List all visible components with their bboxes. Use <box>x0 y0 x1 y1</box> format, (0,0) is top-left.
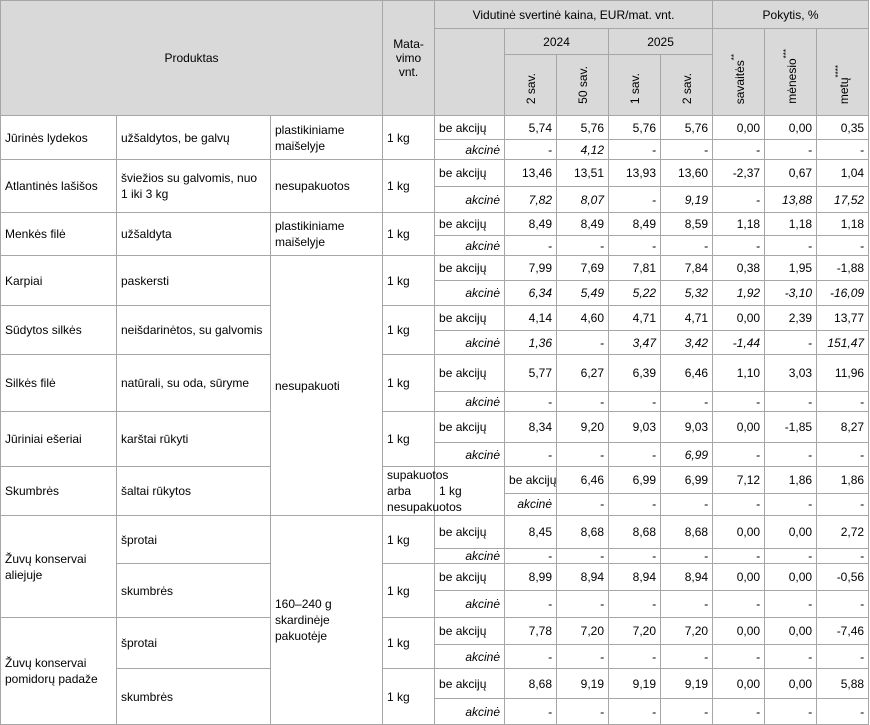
change-value: 8,27 <box>817 412 869 443</box>
change-value: 1,86 <box>817 467 869 494</box>
price-value: 7,82 <box>505 187 557 213</box>
price-value: 5,22 <box>609 281 661 306</box>
change-value: - <box>713 236 765 256</box>
price-value: - <box>557 699 609 725</box>
unit-cell: 1 kg <box>435 467 505 516</box>
price-value: - <box>661 236 713 256</box>
price-type-be-akciju: be akcijų <box>435 306 505 331</box>
change-value: - <box>713 645 765 669</box>
header-year-2024: 2024 <box>505 29 609 55</box>
price-type-be-akciju: be akcijų <box>435 564 505 591</box>
price-value: 7,20 <box>661 618 713 645</box>
price-value: - <box>661 392 713 412</box>
price-value: - <box>505 443 557 467</box>
unit-cell: 1 kg <box>383 618 435 669</box>
price-value: 13,60 <box>661 160 713 187</box>
table-row <box>1 355 869 392</box>
price-type-akcine: akcinė <box>435 331 505 355</box>
price-value: - <box>557 493 609 515</box>
price-value: - <box>557 645 609 669</box>
price-value: 6,39 <box>609 355 661 392</box>
price-value: 9,03 <box>661 412 713 443</box>
price-value: 5,76 <box>609 116 661 140</box>
price-value: - <box>505 591 557 618</box>
price-value: 1,36 <box>505 331 557 355</box>
price-type-akcine: akcinė <box>435 645 505 669</box>
change-value: 0,00 <box>765 669 817 699</box>
product-packaging: 160–240 g skardinėje pakuotėje <box>271 516 383 725</box>
change-value: - <box>817 549 869 564</box>
price-value: 8,49 <box>505 213 557 236</box>
change-value: 0,00 <box>713 116 765 140</box>
price-value: 8,99 <box>505 564 557 591</box>
price-value: 5,77 <box>505 355 557 392</box>
change-value: 0,00 <box>765 116 817 140</box>
change-value: 0,00 <box>713 618 765 645</box>
product-description: paskersti <box>117 256 271 306</box>
price-value: 6,99 <box>661 443 713 467</box>
product-name: Skumbrės <box>1 467 117 516</box>
change-value: 0,00 <box>713 306 765 331</box>
table-header <box>1 1 869 116</box>
product-name: Menkės filė <box>1 213 117 256</box>
unit-cell: 1 kg <box>383 355 435 412</box>
table-row <box>1 256 869 281</box>
change-value: 3,03 <box>765 355 817 392</box>
header-change-week: savaitės** <box>713 29 765 116</box>
price-value: 6,34 <box>505 281 557 306</box>
table-row <box>1 669 869 699</box>
price-value: 8,49 <box>609 213 661 236</box>
price-value: 9,03 <box>609 412 661 443</box>
change-value: -1,88 <box>817 256 869 281</box>
change-value: 0,00 <box>713 516 765 549</box>
change-value: 5,88 <box>817 669 869 699</box>
change-value: -3,10 <box>765 281 817 306</box>
price-value: 7,12 <box>713 467 765 494</box>
change-value: - <box>817 443 869 467</box>
product-description: šaltai rūkytos <box>117 467 271 516</box>
change-value: 11,96 <box>817 355 869 392</box>
price-value: 8,94 <box>609 564 661 591</box>
price-type-akcine: akcinė <box>435 140 505 160</box>
header-week-2025-2: 2 sav. <box>661 55 713 116</box>
price-value: 7,20 <box>609 618 661 645</box>
change-value: - <box>713 699 765 725</box>
price-value: 4,71 <box>661 306 713 331</box>
price-value: - <box>661 140 713 160</box>
change-value: - <box>765 493 817 515</box>
product-packaging: plastikiniame maišelyje <box>271 213 383 256</box>
change-value: 13,77 <box>817 306 869 331</box>
price-value: - <box>661 699 713 725</box>
product-packaging: plastikiniame maišelyje <box>271 116 383 160</box>
product-description: šprotai <box>117 618 271 669</box>
price-type-akcine: akcinė <box>435 281 505 306</box>
change-value: 1,92 <box>713 281 765 306</box>
product-name: Karpiai <box>1 256 117 306</box>
change-value: - <box>765 331 817 355</box>
product-description: užšaldytos, be galvų <box>117 116 271 160</box>
change-value: -16,09 <box>817 281 869 306</box>
change-value: 1,18 <box>765 213 817 236</box>
change-value: - <box>817 591 869 618</box>
change-value: 0,00 <box>713 412 765 443</box>
price-value: 8,59 <box>661 213 713 236</box>
change-value: 0,35 <box>817 116 869 140</box>
header-change-year: metų**** <box>817 29 869 116</box>
price-value: 13,51 <box>557 160 609 187</box>
change-value: -2,37 <box>713 160 765 187</box>
price-value: - <box>609 443 661 467</box>
change-value: 0,00 <box>765 618 817 645</box>
change-value: 2,72 <box>817 516 869 549</box>
price-value: - <box>661 493 713 515</box>
header-produktas: Produktas <box>1 1 383 116</box>
change-value: - <box>817 645 869 669</box>
change-value: 1,04 <box>817 160 869 187</box>
price-value: 5,76 <box>661 116 713 140</box>
product-description: natūrali, su oda, sūryme <box>117 355 271 412</box>
change-value: 0,00 <box>765 516 817 549</box>
change-value: - <box>817 493 869 515</box>
unit-cell: 1 kg <box>383 564 435 618</box>
price-type-akcine: akcinė <box>505 493 557 515</box>
price-value: - <box>609 591 661 618</box>
table-row <box>1 116 869 140</box>
price-value: - <box>609 699 661 725</box>
price-value: 3,42 <box>661 331 713 355</box>
change-value: - <box>713 392 765 412</box>
price-value: - <box>661 549 713 564</box>
price-value: 8,68 <box>609 516 661 549</box>
product-name: Jūriniai ešeriai <box>1 412 117 467</box>
unit-cell: 1 kg <box>383 213 435 256</box>
change-value: - <box>713 140 765 160</box>
header-price-group: Vidutinė svertinė kaina, EUR/mat. vnt. <box>435 1 713 29</box>
table-row <box>1 564 869 591</box>
price-value: 13,93 <box>609 160 661 187</box>
unit-cell: 1 kg <box>383 256 435 306</box>
change-value: -0,56 <box>817 564 869 591</box>
price-value: 6,46 <box>557 467 609 494</box>
change-value: - <box>765 443 817 467</box>
table-row <box>1 306 869 331</box>
change-value: - <box>765 549 817 564</box>
price-value: - <box>557 236 609 256</box>
price-value: - <box>557 392 609 412</box>
price-type-akcine: akcinė <box>435 236 505 256</box>
price-value: 7,69 <box>557 256 609 281</box>
change-value: - <box>713 443 765 467</box>
change-value: - <box>765 236 817 256</box>
price-value: 4,60 <box>557 306 609 331</box>
product-description: šviežios su galvomis, nuo 1 iki 3 kg <box>117 160 271 213</box>
change-value: 1,86 <box>765 467 817 494</box>
price-value: - <box>505 236 557 256</box>
price-value: - <box>505 392 557 412</box>
price-type-be-akciju: be akcijų <box>505 467 557 494</box>
change-value: - <box>713 549 765 564</box>
change-value: 0,67 <box>765 160 817 187</box>
change-value: - <box>817 236 869 256</box>
price-value: 7,20 <box>557 618 609 645</box>
change-value: - <box>765 699 817 725</box>
price-value: 8,49 <box>557 213 609 236</box>
price-type-akcine: akcinė <box>435 187 505 213</box>
price-value: 8,68 <box>557 516 609 549</box>
price-value: 6,99 <box>609 467 661 494</box>
price-value: - <box>609 236 661 256</box>
price-type-be-akciju: be akcijų <box>435 116 505 140</box>
price-value: 9,19 <box>661 669 713 699</box>
price-value: 3,47 <box>609 331 661 355</box>
product-description: neišdarinėtos, su galvomis <box>117 306 271 355</box>
price-value: 5,49 <box>557 281 609 306</box>
table-row <box>1 213 869 236</box>
change-value: - <box>765 645 817 669</box>
price-value: - <box>557 443 609 467</box>
price-value: 4,12 <box>557 140 609 160</box>
product-description: karštai rūkyti <box>117 412 271 467</box>
change-value: - <box>713 187 765 213</box>
product-name: Atlantinės lašišos <box>1 160 117 213</box>
header-change-group: Pokytis, % <box>713 1 869 29</box>
change-value: - <box>713 591 765 618</box>
price-type-be-akciju: be akcijų <box>435 355 505 392</box>
change-value: - <box>817 392 869 412</box>
change-value: 1,10 <box>713 355 765 392</box>
price-value: 8,68 <box>661 516 713 549</box>
product-name: Žuvų konservai pomidorų padaže <box>1 618 117 725</box>
price-value: - <box>557 331 609 355</box>
product-name: Jūrinės lydekos <box>1 116 117 160</box>
change-value: -1,44 <box>713 331 765 355</box>
price-type-be-akciju: be akcijų <box>435 669 505 699</box>
change-value: - <box>765 392 817 412</box>
product-packaging: supakuotos arba nesupakuotos <box>383 467 435 516</box>
change-value: 151,47 <box>817 331 869 355</box>
unit-cell: 1 kg <box>383 669 435 725</box>
product-name: Sūdytos silkės <box>1 306 117 355</box>
change-value: 0,00 <box>713 669 765 699</box>
price-type-akcine: akcinė <box>435 699 505 725</box>
change-value: 17,52 <box>817 187 869 213</box>
product-packaging: nesupakuotos <box>271 160 383 213</box>
price-type-akcine: akcinė <box>435 443 505 467</box>
header-change-month: mėnesio*** <box>765 29 817 116</box>
table-row <box>1 160 869 187</box>
price-value: 9,19 <box>661 187 713 213</box>
price-value: 9,19 <box>557 669 609 699</box>
price-value: - <box>557 549 609 564</box>
unit-cell: 1 kg <box>383 412 435 467</box>
price-value: 7,99 <box>505 256 557 281</box>
price-value: 8,34 <box>505 412 557 443</box>
change-value: - <box>817 140 869 160</box>
price-value: 5,76 <box>557 116 609 140</box>
header-week-2024-2: 2 sav. <box>505 55 557 116</box>
price-type-akcine: akcinė <box>435 591 505 618</box>
table-row <box>1 412 869 443</box>
price-value: 7,78 <box>505 618 557 645</box>
change-value: - <box>765 140 817 160</box>
table-row <box>1 618 869 645</box>
price-type-be-akciju: be akcijų <box>435 256 505 281</box>
price-value: 5,32 <box>661 281 713 306</box>
change-value: 1,95 <box>765 256 817 281</box>
price-value: 8,94 <box>661 564 713 591</box>
price-value: - <box>609 549 661 564</box>
price-value: - <box>609 645 661 669</box>
price-type-be-akciju: be akcijų <box>435 213 505 236</box>
change-value: 0,00 <box>713 564 765 591</box>
change-value: 1,18 <box>713 213 765 236</box>
change-value: - <box>765 591 817 618</box>
price-value: - <box>557 591 609 618</box>
price-value: - <box>609 392 661 412</box>
price-value: 8,45 <box>505 516 557 549</box>
price-type-be-akciju: be akcijų <box>435 412 505 443</box>
product-packaging: nesupakuoti <box>271 256 383 516</box>
price-value: - <box>609 140 661 160</box>
unit-cell: 1 kg <box>383 516 435 564</box>
price-value: 8,94 <box>557 564 609 591</box>
unit-cell: 1 kg <box>383 160 435 213</box>
price-value: - <box>661 645 713 669</box>
product-name: Žuvų konservai aliejuje <box>1 516 117 618</box>
header-blank <box>435 29 505 116</box>
price-value: 4,14 <box>505 306 557 331</box>
header-week-2024-50: 50 sav. <box>557 55 609 116</box>
change-value: 0,00 <box>765 564 817 591</box>
unit-cell: 1 kg <box>383 116 435 160</box>
price-value: 13,46 <box>505 160 557 187</box>
unit-cell: 1 kg <box>383 306 435 355</box>
price-value: - <box>505 549 557 564</box>
change-value: 0,38 <box>713 256 765 281</box>
product-description: skumbrės <box>117 669 271 725</box>
product-description: užšaldyta <box>117 213 271 256</box>
price-type-be-akciju: be akcijų <box>435 160 505 187</box>
price-value: 9,19 <box>609 669 661 699</box>
price-type-akcine: akcinė <box>435 392 505 412</box>
price-value: - <box>505 699 557 725</box>
price-value: - <box>609 187 661 213</box>
table-row <box>1 467 869 494</box>
price-value: - <box>505 645 557 669</box>
change-value: 13,88 <box>765 187 817 213</box>
price-value: 8,68 <box>505 669 557 699</box>
price-value: - <box>661 591 713 618</box>
price-type-akcine: akcinė <box>435 549 505 564</box>
price-value: 6,46 <box>661 355 713 392</box>
price-value: 5,74 <box>505 116 557 140</box>
price-value: - <box>609 493 661 515</box>
change-value: 1,18 <box>817 213 869 236</box>
price-type-be-akciju: be akcijų <box>435 516 505 549</box>
product-name: Silkės filė <box>1 355 117 412</box>
change-value: 2,39 <box>765 306 817 331</box>
price-type-be-akciju: be akcijų <box>435 618 505 645</box>
price-value: - <box>505 140 557 160</box>
price-value: 8,07 <box>557 187 609 213</box>
price-value: 4,71 <box>609 306 661 331</box>
table-row <box>1 516 869 549</box>
price-value: 6,27 <box>557 355 609 392</box>
change-value: -7,46 <box>817 618 869 645</box>
header-unit: Mata- vimo vnt. <box>383 1 435 116</box>
table-body <box>1 116 869 725</box>
price-value: 6,99 <box>661 467 713 494</box>
header-year-2025: 2025 <box>609 29 713 55</box>
price-value: 7,81 <box>609 256 661 281</box>
price-value: 9,20 <box>557 412 609 443</box>
price-value: - <box>713 493 765 515</box>
change-value: - <box>817 699 869 725</box>
header-week-2025-1: 1 sav. <box>609 55 661 116</box>
product-description: šprotai <box>117 516 271 564</box>
price-value: 7,84 <box>661 256 713 281</box>
change-value: -1,85 <box>765 412 817 443</box>
product-description: skumbrės <box>117 564 271 618</box>
